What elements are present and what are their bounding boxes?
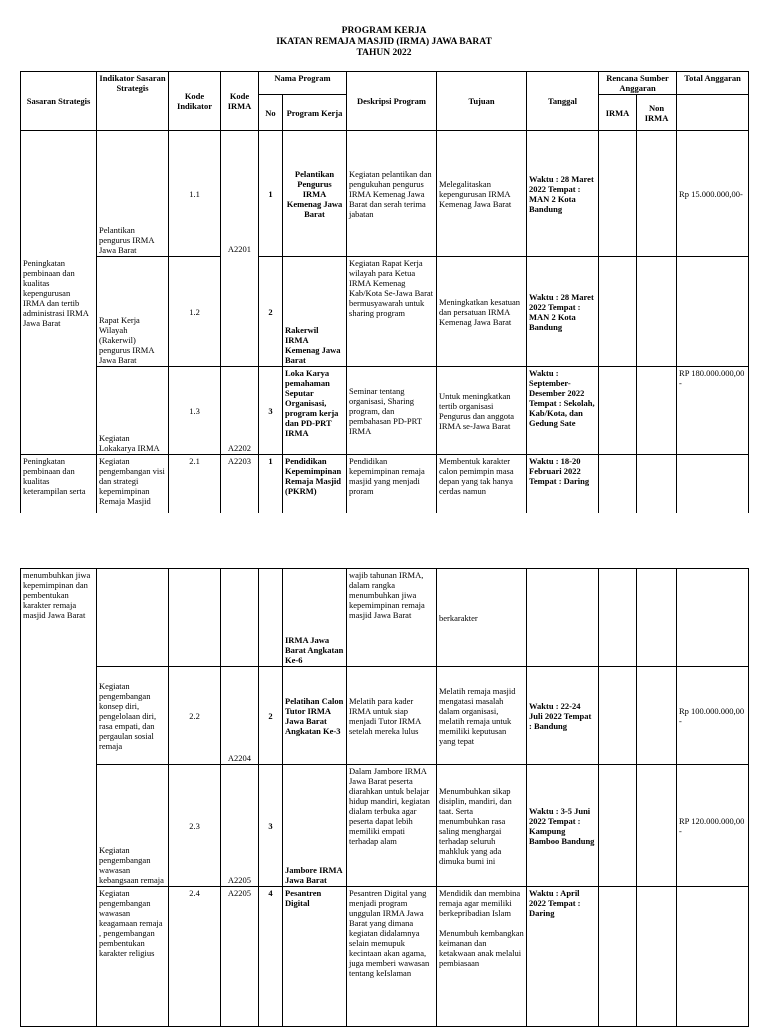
kode-indikator-cell: 1.1: [169, 131, 221, 257]
col-kode-indikator: Kode Indikator: [169, 72, 221, 131]
indikator-cell: Kegiatan pengembangan konsep diri, pengelolaan diri, rasa empati, dan pergaulan sosial remaja: [97, 667, 169, 765]
tanggal-cell: Waktu : 28 Maret 2022 Tempat : MAN 2 Kota Bandung: [527, 257, 599, 367]
sasaran-cell-2-cont: menumbuhkan jiwa kepemimpinan dan pembentukan karakter remaja masjid Jawa Barat: [21, 569, 97, 1027]
total-cell: Rp 100.000.000,00 -: [677, 667, 749, 765]
tanggal-cell: Waktu : 22-24 Juli 2022 Tempat : Bandung: [527, 667, 599, 765]
col-nama-program: Nama Program: [259, 72, 347, 95]
indikator-cell: [97, 569, 169, 667]
indikator-cell: Pelantikan pengurus IRMA Jawa Barat: [97, 131, 169, 257]
irma-cell: [599, 455, 637, 515]
indikator-cell: Kegiatan pengembangan visi dan strategi kepemimpinan Remaja Masjid: [97, 455, 169, 515]
no-cell: 3: [259, 765, 283, 887]
irma-cell: [599, 257, 637, 367]
kode-indikator-cell: 1.2: [169, 257, 221, 367]
page-break: [0, 513, 768, 568]
sasaran-cell-2: Peningkatan pembinaan dan kualitas keterampilan serta: [21, 455, 97, 515]
total-cell: Rp 15.000.000,00-: [677, 131, 749, 257]
tanggal-cell: [527, 569, 599, 667]
kode-irma-cell: A2201: [221, 131, 259, 367]
no-cell: 4: [259, 887, 283, 1027]
non-irma-cell: [637, 887, 677, 1027]
deskripsi-cell: wajib tahunan IRMA, dalam rangka menumbuhkan jiwa kepemimpinan remaja masjid Jawa Barat: [347, 569, 437, 667]
col-total-blank: [677, 95, 749, 131]
tujuan-cell: [437, 887, 527, 1027]
kode-irma-cell: [221, 569, 259, 667]
program-cell: Pendidikan Kepemimpinan Remaja Masjid (PKRM): [283, 455, 347, 515]
non-irma-cell: [637, 257, 677, 367]
non-irma-cell: [637, 569, 677, 667]
program-cell: Rakerwil IRMA Kemenag Jawa Barat: [283, 257, 347, 367]
sasaran-cell-1: Peningkatan pembinaan dan kualitas kepengurusan IRMA dan tertib administrasi IRMA Jawa Barat: [21, 131, 97, 455]
total-cell: [677, 455, 749, 515]
doc-title-line3: TAHUN 2022: [356, 48, 412, 58]
program-table-page2: [20, 568, 749, 1027]
non-irma-cell: [637, 667, 677, 765]
irma-cell: [599, 367, 637, 455]
col-non-irma: Non IRMA: [637, 95, 677, 131]
col-deskripsi: Deskripsi Program: [347, 72, 437, 131]
irma-cell: [599, 765, 637, 887]
kode-irma-cell: A2203: [221, 455, 259, 515]
deskripsi-cell: Dalam Jambore IRMA Jawa Barat peserta diarahkan untuk belajar hidup mandiri, kegiatan dialam terbuka agar peserta dapat lebih memiliki empati terhadap alam: [347, 765, 437, 887]
deskripsi-cell: Seminar tentang organisasi, Sharing program, dan pembahasan PD-PRT IRMA: [347, 367, 437, 455]
tanggal-cell: Waktu : 18-20 Februari 2022 Tempat : Daring: [527, 455, 599, 515]
total-cell: [677, 569, 749, 667]
total-cell: [677, 887, 749, 1027]
tujuan-cell: Melatih remaja masjid mengatasi masalah dalam organisasi, melatih remaja untuk memiliki keputusan yang tepat: [437, 667, 527, 765]
irma-cell: [599, 131, 637, 257]
no-cell: 1: [259, 131, 283, 257]
tanggal-cell: Waktu : 3-5 Juni 2022 Tempat : Kampung Bamboo Bandung: [527, 765, 599, 887]
non-irma-cell: [637, 367, 677, 455]
non-irma-cell: [637, 131, 677, 257]
doc-title-line2: IKATAN REMAJA MASJID (IRMA) JAWA BARAT: [276, 37, 492, 47]
kode-irma-cell: A2205: [221, 765, 259, 887]
col-rencana: Rencana Sumber Anggaran: [599, 72, 677, 95]
program-cell: Pesantren Digital: [283, 887, 347, 1027]
tujuan-cell: Untuk meningkatkan tertib organisasi Pengurus dan anggota IRMA se-Jawa Barat: [437, 367, 527, 455]
program-table-page1: [20, 71, 749, 515]
tujuan-cell: Membentuk karakter calon pemimpin masa depan yang tak hanya cerdas namun: [437, 455, 527, 515]
kode-indikator-cell: [169, 569, 221, 667]
tujuan-cell: Menumbuhkan sikap disiplin, mandiri, dan taat. Serta menumbuhkan rasa saling menghargai terhadap seluruh mahkluk yang ada dimuka bumi ini: [437, 765, 527, 887]
no-cell: 2: [259, 667, 283, 765]
col-program-kerja: Program Kerja: [283, 95, 347, 131]
deskripsi-cell: Pesantren Digital yang menjadi program unggulan IRMA Jawa Barat yang dimana kegiatan didalamnya selain memupuk kecintaan akan agama, juga memberi wawasan tentang keIslaman: [347, 887, 437, 1027]
deskripsi-cell: Melatih para kader IRMA untuk siap menjadi Tutor IRMA setelah mereka lulus: [347, 667, 437, 765]
col-kode-irma: Kode IRMA: [221, 72, 259, 131]
tujuan-cell: Melegalitaskan kepengurusan IRMA Kemenag Jawa Barat: [437, 131, 527, 257]
tanggal-cell: Waktu : 28 Maret 2022 Tempat : MAN 2 Kota Bandung: [527, 131, 599, 257]
col-tujuan: Tujuan: [437, 72, 527, 131]
kode-indikator-cell: 2.2: [169, 667, 221, 765]
tanggal-cell: Waktu : April 2022 Tempat : Daring: [527, 887, 599, 1027]
col-tanggal: Tanggal: [527, 72, 599, 131]
program-cell: Loka Karya pemahaman Seputar Organisasi, program kerja dan PD-PRT IRMA: [283, 367, 347, 455]
kode-indikator-cell: 2.3: [169, 765, 221, 887]
deskripsi-cell: Kegiatan pelantikan dan pengukuhan pengurus IRMA Kemenag Jawa Barat dan serah terima jabatan: [347, 131, 437, 257]
indikator-cell: Kegiatan pengembangan wawasan kebangsaan remaja: [97, 765, 169, 887]
deskripsi-cell: Pendidikan kepemimpinan remaja masjid yang menjadi proram: [347, 455, 437, 515]
program-cell: Jambore IRMA Jawa Barat: [283, 765, 347, 887]
no-cell: 3: [259, 367, 283, 455]
irma-cell: [599, 667, 637, 765]
col-sasaran: Sasaran Strategis: [21, 72, 97, 131]
program-cell: Pelantikan Pengurus IRMA Kemenag Jawa Barat: [283, 131, 347, 257]
indikator-cell: Kegiatan pengembangan wawasan keagamaan remaja , pengembangan pembentukan karakter religius: [97, 887, 169, 1027]
kode-indikator-cell: 1.3: [169, 367, 221, 455]
no-cell: 2: [259, 257, 283, 367]
kode-indikator-cell: 2.4: [169, 887, 221, 1027]
total-cell: [677, 257, 749, 367]
tujuan-text-1: Mendidik dan membina remaja agar memiliki berkepribadian Islam: [439, 888, 521, 918]
kode-irma-cell: A2205: [221, 887, 259, 1027]
tujuan-text-2: Menumbuh kembangkan keimanan dan ketakwaan anak melalui pembiasaan: [439, 928, 524, 968]
kode-irma-cell: A2202: [221, 367, 259, 455]
doc-title-line1: PROGRAM KERJA: [341, 26, 427, 36]
non-irma-cell: [637, 455, 677, 515]
tanggal-cell: Waktu : September-Desember 2022 Tempat : Sekolah, Kab/Kota, dan Gedung Sate: [527, 367, 599, 455]
col-irma: IRMA: [599, 95, 637, 131]
irma-cell: [599, 569, 637, 667]
irma-cell: [599, 887, 637, 1027]
tujuan-cell: Meningkatkan kesatuan dan persatuan IRMA Kemenag Jawa Barat: [437, 257, 527, 367]
col-total: Total Anggaran: [677, 72, 749, 95]
indikator-cell: Kegiatan Lokakarya IRMA: [97, 367, 169, 455]
no-cell: 1: [259, 455, 283, 515]
non-irma-cell: [637, 765, 677, 887]
col-indikator: Indikator Sasaran Strategis: [97, 72, 169, 131]
indikator-cell: Rapat Kerja Wilayah (Rakerwil) pengurus IRMA Jawa Barat: [97, 257, 169, 367]
program-cell: Pelatihan Calon Tutor IRMA Jawa Barat Angkatan Ke-3: [283, 667, 347, 765]
program-cell: IRMA Jawa Barat Angkatan Ke-6: [283, 569, 347, 667]
col-no: No: [259, 95, 283, 131]
kode-irma-cell: A2204: [221, 667, 259, 765]
deskripsi-cell: Kegiatan Rapat Kerja wilayah para Ketua IRMA Kemenag Kab/Kota Se-Jawa Barat bermusyawarah untuk sharing program: [347, 257, 437, 367]
no-cell: [259, 569, 283, 667]
tujuan-cell: berkarakter: [437, 569, 527, 667]
total-cell: RP 180.000.000,00 -: [677, 367, 749, 455]
kode-indikator-cell: 2.1: [169, 455, 221, 515]
total-cell: RP 120.000.000,00 -: [677, 765, 749, 887]
